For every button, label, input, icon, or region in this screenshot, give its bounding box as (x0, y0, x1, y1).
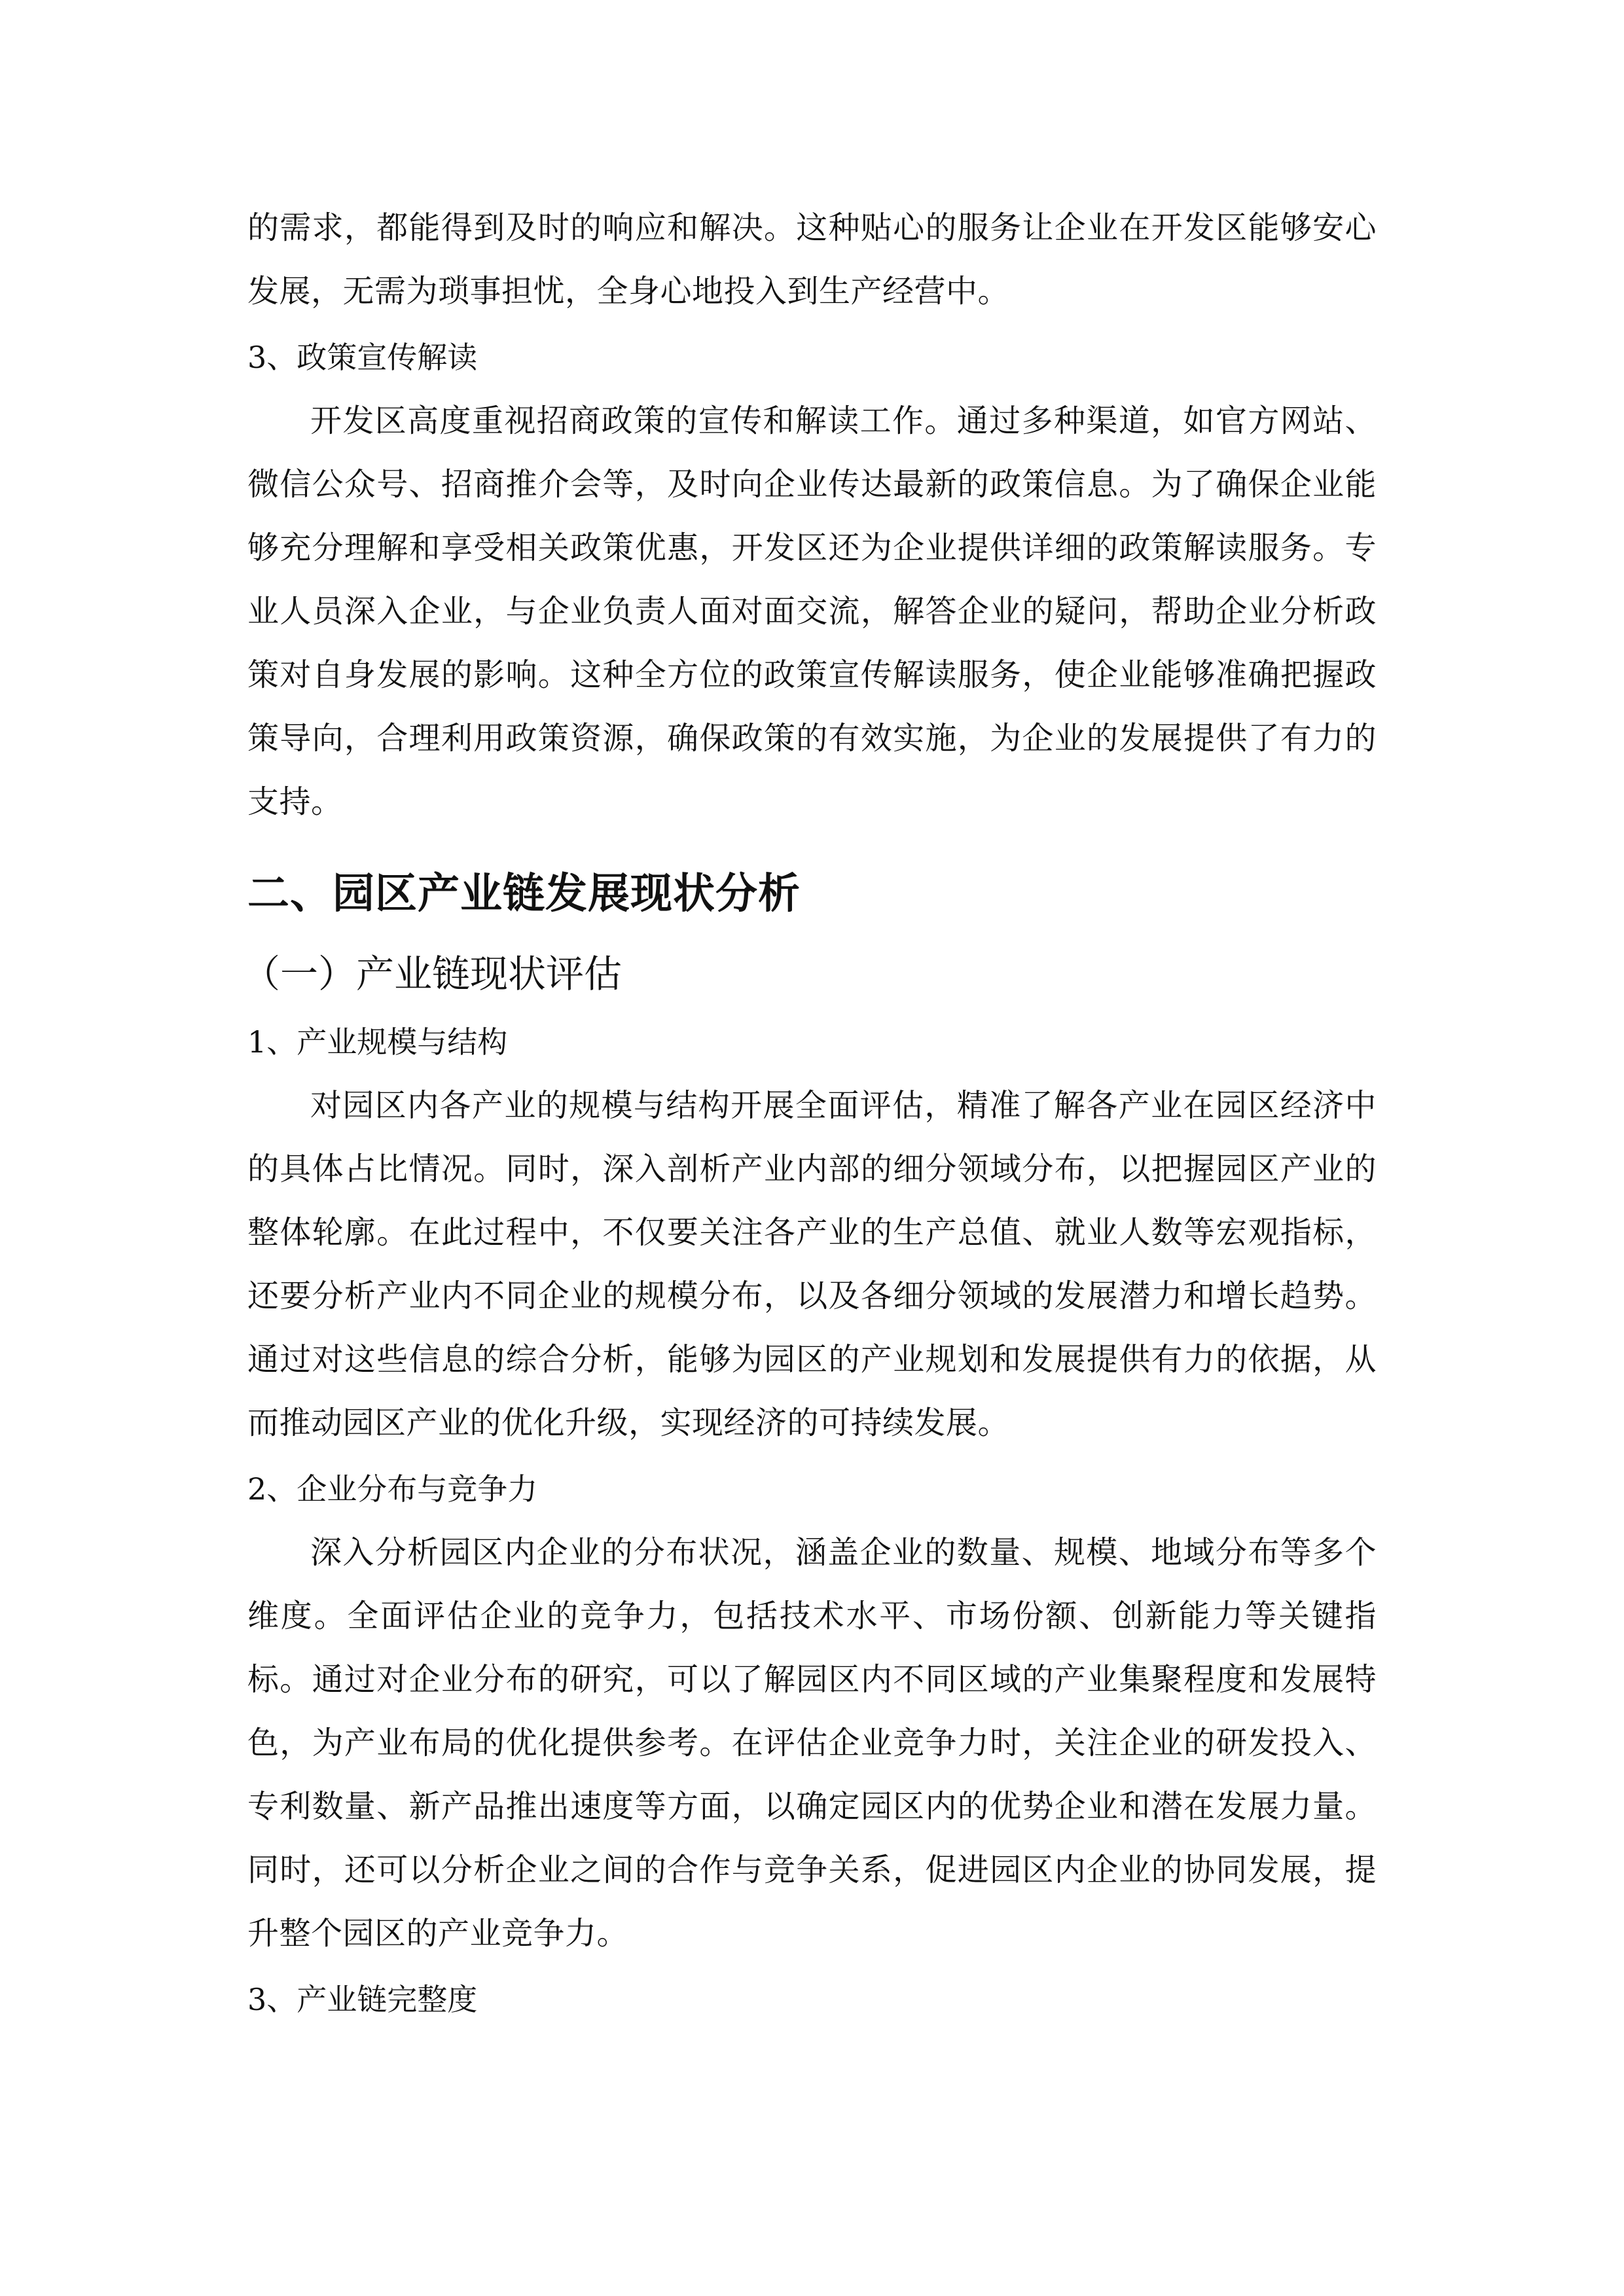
section-heading-policy-promotion: 3、政策宣传解读 (247, 340, 478, 375)
intro-paragraph: 的需求，都能得到及时的响应和解决。这种贴心的服务让企业在开发区能够安心发展，无需为琐事担忧，全身心地投入到生产经营中。 (247, 209, 1377, 310)
industry-scale-paragraph: 对园区内各产业的规模与结构开展全面评估，精准了解各产业在园区经济中的具体占比情况。同时，深入剖析产业内部的细分领域分布，以把握园区产业的整体轮廓。在此过程中，不仅要关注各产业的生产总值、就业人数等宏观指标，还要分析产业内不同企业的规模分布，以及各细分领域的发展潜力和增长趋势。通过对这些信息的综合分析，能够为园区的产业规划和发展提供有力的依据，从而推动园区产业的优化升级，实现经济的可持续发展。 (247, 1087, 1377, 1441)
item-heading-chain-completeness: 3、产业链完整度 (247, 1982, 478, 2017)
item-heading-enterprise-distribution: 2、企业分布与竞争力 (247, 1471, 538, 1507)
page-content (242, 196, 1377, 2032)
policy-promotion-paragraph: 开发区高度重视招商政策的宣传和解读工作。通过多种渠道，如官方网站、微信公众号、招商推介会等，及时向企业传达最新的政策信息。为了确保企业能够充分理解和享受相关政策优惠，开发区还为企业提供详细的政策解读服务。专业人员深入企业，与企业负责人面对面交流，解答企业的疑问，帮助企业分析政策对自身发展的影响。这种全方位的政策宣传解读服务，使企业能够准确把握政策导向，合理利用政策资源，确保政策的有效实施，为企业的发展提供了有力的支持。 (247, 403, 1377, 820)
chapter-title: 二、园区产业链发展现状分析 (247, 870, 801, 918)
enterprise-distribution-paragraph: 深入分析园区内企业的分布状况，涵盖企业的数量、规模、地域分布等多个维度。全面评估企业的竞争力，包括技术水平、市场份额、创新能力等关键指标。通过对企业分布的研究，可以了解园区内不同区域的产业集聚程度和发展特色，为产业布局的优化提供参考。在评估企业竞争力时，关注企业的研发投入、专利数量、新产品推出速度等方面，以确定园区内的优势企业和潜在发展力量。同时，还可以分析企业之间的合作与竞争关系，促进园区内企业的协同发展，提升整个园区的产业竞争力。 (247, 1534, 1377, 1952)
subsection-title: （一）产业链现状评估 (242, 952, 623, 996)
item-heading-industry-scale: 1、产业规模与结构 (247, 1024, 508, 1060)
